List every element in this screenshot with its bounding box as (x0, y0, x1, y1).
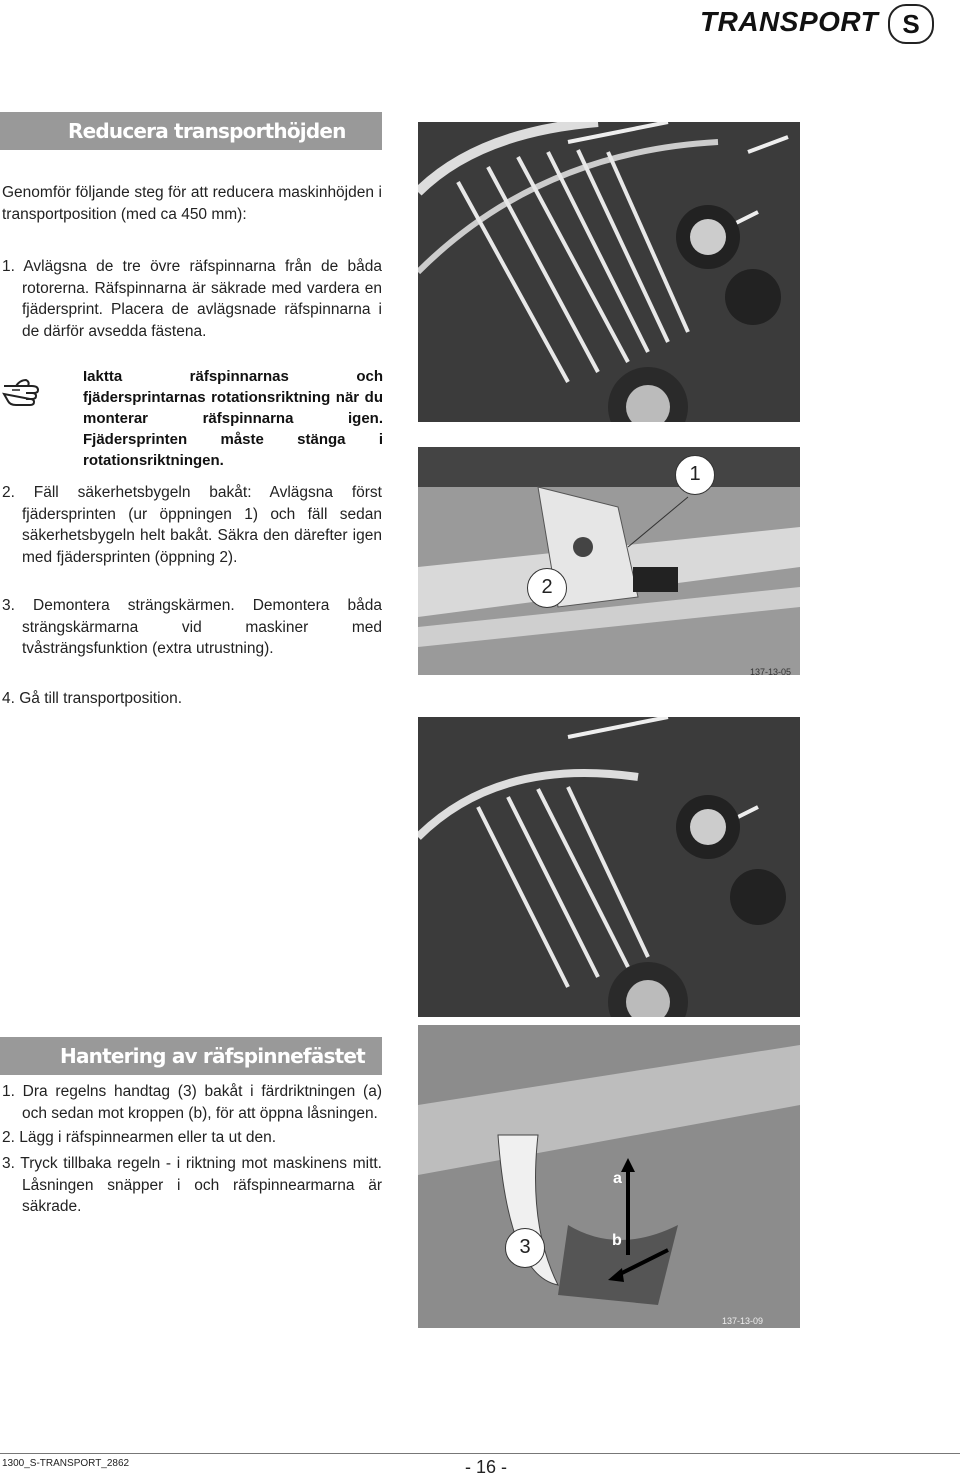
step-4-paragraph: 4. Gå till transportposition. (2, 690, 183, 707)
photo-rotor-reduced (418, 717, 800, 1017)
mount-step-3: 3. Tryck tillbaka regeln - i riktning mot maskinens mitt. Låsningen snäpper i och räfspinnearmarna är säkrade. (2, 1155, 382, 1216)
section-heading-reduce-height: Reducera transporthöjden (0, 112, 382, 150)
page-header-title: TRANSPORT (700, 6, 879, 37)
step-2-paragraph: 2. Fäll säkerhetsbygeln bakåt: Avlägsna först fjädersprinten (ur öppningen 1) och fäll sedan säkerhetsbygeln helt bakåt. Säkra den därefter igen med fjädersprinten (öppning 2). (2, 484, 382, 566)
photo-rotor-tines (418, 122, 800, 422)
figure2-code: 137-13-05 (750, 667, 792, 677)
mount-step-1: 1. Dra regelns handtag (3) bakåt i färdriktningen (a) och sedan mot kroppen (b), för att öppna låsningen. (2, 1083, 382, 1122)
pointing-hand-icon (2, 376, 50, 408)
arrow-label-b: b (612, 1232, 622, 1249)
figure4-code: 137-13-09 (722, 1316, 764, 1326)
arrow-label-a: a (613, 1170, 622, 1187)
language-badge: S (888, 4, 934, 44)
section-heading-tine-mount: Hantering av räfspinnefästet (0, 1037, 382, 1075)
footer-doc-id: 1300_S-TRANSPORT_2862 (2, 1458, 130, 1469)
intro-paragraph: Genomför följande steg för att reducera maskinhöjden i transportposition (med ca 450 mm): (2, 184, 382, 223)
page-number: - 16 - (465, 1457, 508, 1475)
callout-1: 1 (675, 455, 715, 495)
photo-latch-handle (418, 1025, 800, 1328)
footer-rule (0, 1453, 960, 1454)
callout-2: 2 (527, 568, 567, 608)
important-note: Iaktta räfspinnarnas och fjädersprintarnas rotationsriktning när du monterar räfspinnarna igen. Fjädersprinten måste stänga i rotationsriktningen. (83, 368, 383, 469)
mount-step-2: 2. Lägg i räfspinnearmen eller ta ut den. (2, 1129, 277, 1146)
photo-safety-bracket (418, 447, 800, 675)
callout-3: 3 (505, 1228, 545, 1268)
step-1-paragraph: 1. Avlägsna de tre övre räfspinnarna från de båda rotorerna. Räfspinnarna är säkrade med vardera en fjädersprint. Placera de avlägsnade räfspinnarna i de därför avsedda fästena. (2, 258, 382, 340)
step-3-paragraph: 3. Demontera strängskärmen. Demontera båda strängskärmarna vid maskiner med tvåsträngsfunktion (extra utrustning). (2, 597, 382, 658)
